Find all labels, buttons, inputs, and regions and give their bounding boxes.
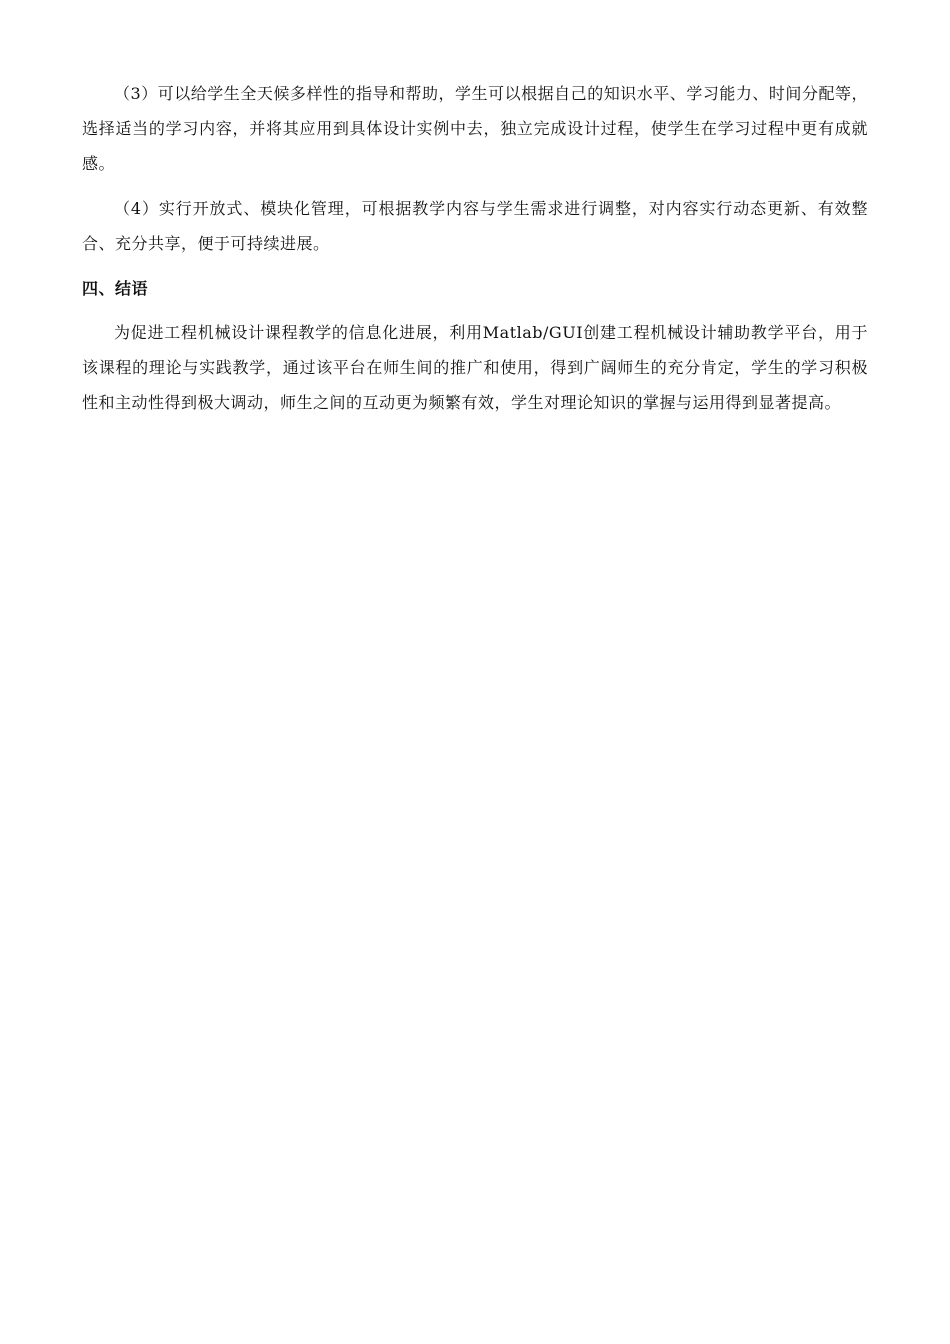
document-page bbox=[82, 76, 868, 430]
conclusion-paragraph: 为促进工程机械设计课程教学的信息化进展，利用Matlab/GUI创建工程机械设计辅助教学平台，用于该课程的理论与实践教学，通过该平台在师生间的推广和使用，得到广阔师生的充分肯定，学生的学习积极性和主动性得到极大调动，师生之间的互动更为频繁有效，学生对理论知识的掌握与运用得到显著提高。 bbox=[82, 323, 868, 412]
paragraph-item-4: （4）实行开放式、模块化管理，可根据教学内容与学生需求进行调整，对内容实行动态更新、有效整合、充分共享，便于可持续进展。 bbox=[82, 199, 868, 253]
section-heading: 四、结语 bbox=[82, 279, 149, 298]
paragraph-item-3: （3）可以给学生全天候多样性的指导和帮助，学生可以根据自己的知识水平、学习能力、时间分配等，选择适当的学习内容，并将其应用到具体设计实例中去，独立完成设计过程，使学生在学习过程中更有成就感。 bbox=[82, 84, 868, 173]
